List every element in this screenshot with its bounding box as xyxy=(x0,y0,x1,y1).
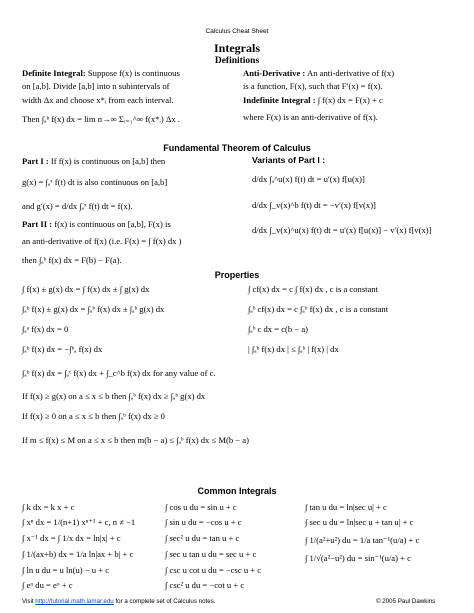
property-right-3: ∫ₐᵇ c dx = c(b − a) xyxy=(248,324,309,334)
footer-prefix: Visit xyxy=(22,598,36,605)
common-col1-2: ∫ xⁿ dx = 1/(n+1) xⁿ⁺¹ + c, n ≠ −1 xyxy=(22,517,136,527)
common-col1-1: ∫ k dx = k x + c xyxy=(22,502,75,512)
ftc-variants-label: Variants of Part I : xyxy=(252,155,326,165)
ftc-part1-line-3: and g′(x) = d/dx ∫ₐˣ f(t) dt = f(x). xyxy=(22,201,133,211)
common-integrals-heading: Common Integrals xyxy=(197,486,277,496)
ftc-part1-line-2: g(x) = ∫ₐˣ f(t) dt is also continuous on [a,b] xyxy=(22,177,168,187)
property-full-4: If m ≤ f(x) ≤ M on a ≤ x ≤ b then m(b − a) ≤ ∫ₐᵇ f(x) dx ≤ M(b − a) xyxy=(22,435,249,445)
indefinite-integral-note: where F(x) is an anti-derivative of f(x). xyxy=(243,112,378,122)
footer-visit xyxy=(22,598,216,605)
ftc-part2-label: Part II : xyxy=(22,219,53,229)
antiderivative-line-2: is a function, F(x), such that F′(x) = f(x). xyxy=(243,81,383,91)
common-col2-2: ∫ sin u du = −cos u + c xyxy=(165,517,242,527)
definite-integral-line-2: on [a,b]. Divide [a,b] into n subintervals of xyxy=(22,81,170,91)
common-col1-6: ∫ eᵘ du = eᵘ + c xyxy=(22,580,73,590)
ftc-heading: Fundamental Theorem of Calculus xyxy=(163,143,311,153)
common-col3-2: ∫ sec u du = ln|sec u + tan u| + c xyxy=(305,517,414,527)
ftc-part2-line-1 xyxy=(22,219,171,230)
ftc-part2-line-3: then ∫ₐᵇ f(x) dx = F(b) − F(a). xyxy=(22,255,122,265)
indefinite-integral-label: Indefinite Integral : xyxy=(243,95,316,105)
common-col2-5: ∫ csc u cot u du = −csc u + c xyxy=(165,565,262,575)
common-col1-4: ∫ 1/(ax+b) dx = 1/a ln|ax + b| + c xyxy=(22,549,134,559)
property-left-2: ∫ₐᵇ f(x) ± g(x) dx = ∫ₐᵇ f(x) dx ± ∫ₐᵇ g(x) dx xyxy=(22,304,165,314)
common-col3-3: ∫ 1/(a²+u²) du = 1/a tan⁻¹(u/a) + c xyxy=(305,535,420,545)
footer-copyright: © 2005 Paul Dawkins xyxy=(376,598,436,605)
properties-heading: Properties xyxy=(214,270,260,280)
ftc-part2-line-2: an anti-derivative of f(x) (i.e. F(x) = ∫ f(x) dx ) xyxy=(22,236,182,246)
antiderivative-line-1 xyxy=(243,68,394,79)
ftc-part1-text: If f(x) is continuous on [a,b] then xyxy=(50,156,166,166)
common-col1-3: ∫ x⁻¹ dx = ∫ 1/x dx = ln|x| + c xyxy=(22,533,121,543)
property-right-4: | ∫ₐᵇ f(x) dx | ≤ ∫ₐᵇ | f(x) | dx xyxy=(248,344,339,354)
definite-integral-label: Definite Integral: xyxy=(22,68,86,78)
property-right-2: ∫ₐᵇ cf(x) dx = c ∫ₐᵇ f(x) dx , c is a constant xyxy=(248,304,389,314)
property-left-3: ∫ₐᵃ f(x) dx = 0 xyxy=(22,324,69,334)
property-full-3: If f(x) ≥ 0 on a ≤ x ≤ b then ∫ₐᵇ f(x) dx ≥ 0 xyxy=(22,411,165,421)
ftc-part1-label: Part I : xyxy=(22,156,49,166)
footer-link[interactable]: http://tutorial.math.lamar.edu xyxy=(35,598,114,605)
common-col2-3: ∫ sec² u du = tan u + c xyxy=(165,533,240,543)
indefinite-integral-formula: ∫ f(x) dx = F(x) + c xyxy=(317,95,383,105)
ftc-variant-3: d/dx ∫_v(x)^u(x) f(t) dt = u′(x) f[u(x)] − v′(x) f[v(x)] xyxy=(252,225,432,235)
ftc-variant-1: d/dx ∫ₐ^u(x) f(t) dt = u′(x) f[u(x)] xyxy=(252,174,365,184)
ftc-part2-text: f(x) is continuous on [a,b], F(x) is xyxy=(54,219,171,229)
page-title: Integrals xyxy=(214,41,260,55)
ftc-part1-line-1 xyxy=(22,156,165,167)
property-full-1: ∫ₐᵇ f(x) dx = ∫ₐᶜ f(x) dx + ∫_c^b f(x) dx for any value of c. xyxy=(22,368,216,378)
property-left-4: ∫ₐᵇ f(x) dx = −∫ᵇₐ f(x) dx xyxy=(22,344,103,354)
definite-integral-line-3: width Δx and choose x*ᵢ from each interval. xyxy=(22,95,174,105)
indefinite-integral-line xyxy=(243,95,383,106)
property-right-1: ∫ cf(x) dx = c ∫ f(x) dx , c is a constant xyxy=(248,284,379,294)
common-col2-4: ∫ sec u tan u du = sec u + c xyxy=(165,549,257,559)
property-full-2: If f(x) ≥ g(x) on a ≤ x ≤ b then ∫ₐᵇ f(x) dx ≥ ∫ₐᵇ g(x) dx xyxy=(22,391,206,401)
property-left-1: ∫ f(x) ± g(x) dx = ∫ f(x) dx ± ∫ g(x) dx xyxy=(22,284,150,294)
definite-integral-text: Suppose f(x) is continuous xyxy=(87,68,180,78)
common-col1-5: ∫ ln u du = u ln(u) − u + c xyxy=(22,565,110,575)
antiderivative-label: Anti-Derivative : xyxy=(243,68,306,78)
common-col2-6: ∫ csc² u du = −cot u + c xyxy=(165,580,245,590)
definite-integral-formula: Then ∫ₐᵇ f(x) dx = lim n→∞ Σᵢ₌₁^∞ f(x*ᵢ) Δx . xyxy=(22,114,180,124)
definite-integral-line-1 xyxy=(22,68,180,79)
common-col3-1: ∫ tan u du = ln|sec u| + c xyxy=(305,502,387,512)
definitions-heading: Definitions xyxy=(214,56,260,66)
ftc-variant-2: d/dx ∫_v(x)^b f(t) dt = −v′(x) f[v(x)] xyxy=(252,200,376,210)
footer-suffix: for a complete set of Calculus notes. xyxy=(113,598,216,605)
antiderivative-text: An anti-derivative of f(x) xyxy=(306,68,395,78)
common-col2-1: ∫ cos u du = sin u + c xyxy=(165,502,237,512)
page-header: Calculus Cheat Sheet xyxy=(205,28,269,35)
common-col3-4: ∫ 1/√(a²−u²) du = sin⁻¹(u/a) + c xyxy=(305,553,411,563)
